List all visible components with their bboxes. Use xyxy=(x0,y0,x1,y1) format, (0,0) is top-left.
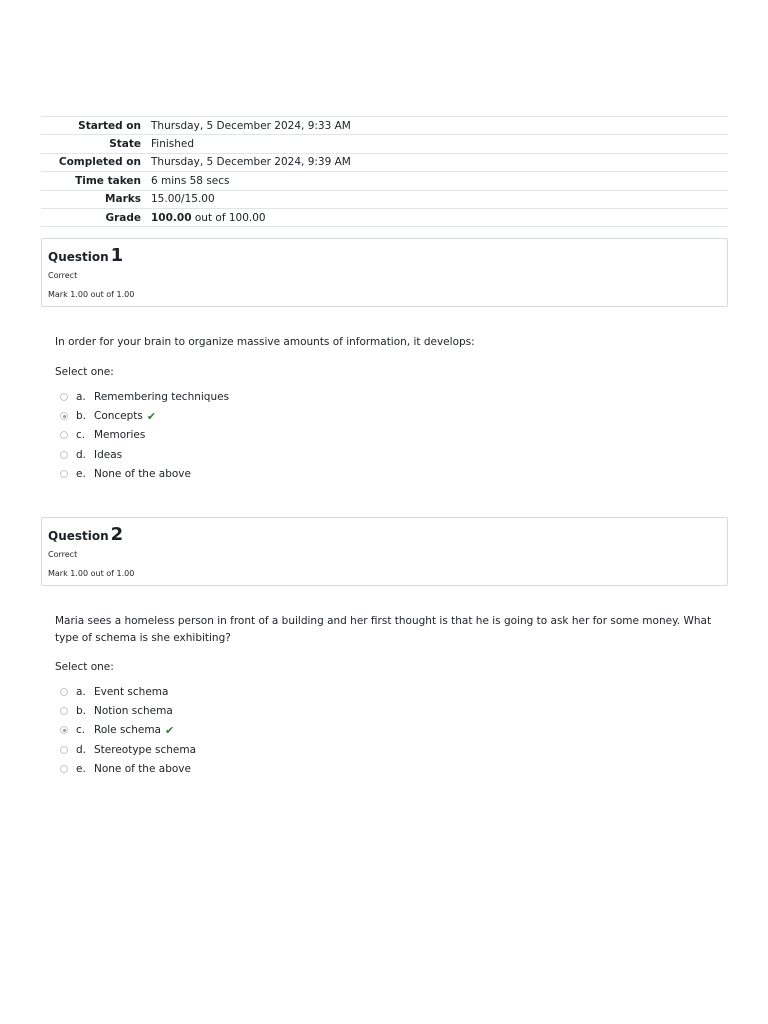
option-letter: a. xyxy=(76,390,86,403)
question-state: Correct xyxy=(48,271,78,280)
summary-label: Grade xyxy=(105,211,141,224)
summary-value: Thursday, 5 December 2024, 9:39 AM xyxy=(151,156,351,169)
option-letter: c. xyxy=(76,724,86,737)
question-label: Question xyxy=(48,250,109,264)
radio-button[interactable] xyxy=(60,765,68,773)
answer-option[interactable] xyxy=(60,701,196,720)
summary-row-marks xyxy=(41,190,728,208)
answer-option[interactable] xyxy=(60,406,229,425)
option-text: None of the above xyxy=(94,763,191,776)
answer-option[interactable] xyxy=(60,426,229,445)
option-text: Event schema xyxy=(94,685,169,698)
summary-value: 6 mins 58 secs xyxy=(151,174,230,187)
radio-button[interactable] xyxy=(60,688,68,696)
radio-button[interactable] xyxy=(60,431,68,439)
summary-value: Thursday, 5 December 2024, 9:33 AM xyxy=(151,119,351,132)
summary-label: State xyxy=(109,138,141,151)
radio-button-selected[interactable] xyxy=(60,412,68,420)
option-text: Concepts xyxy=(94,410,143,423)
answer-option[interactable] xyxy=(60,387,229,406)
summary-row-completed xyxy=(41,153,728,171)
question-info-2 xyxy=(41,517,728,586)
option-text: None of the above xyxy=(94,468,191,481)
option-letter: e. xyxy=(76,763,86,776)
summary-label: Marks xyxy=(105,193,141,206)
summary-value: 15.00/15.00 xyxy=(151,193,215,206)
option-letter: c. xyxy=(76,429,86,442)
option-letter: b. xyxy=(76,410,87,423)
summary-row-state xyxy=(41,135,728,153)
option-text: Remembering techniques xyxy=(94,390,230,403)
check-icon: ✔ xyxy=(164,723,175,737)
radio-button[interactable] xyxy=(60,746,68,754)
answer-option[interactable] xyxy=(60,445,229,464)
question-text-2: Maria sees a homeless person in front of a building and her first thought is that he is going to ask her for some money. What type of schema is she exhibiting? xyxy=(55,615,712,644)
answer-option[interactable] xyxy=(60,740,196,759)
option-text: Role schema xyxy=(94,724,161,737)
question-state: Correct xyxy=(48,550,78,559)
radio-button[interactable] xyxy=(60,393,68,401)
summary-label: Started on xyxy=(78,119,141,132)
answer-option[interactable] xyxy=(60,721,196,740)
question-number xyxy=(48,524,123,545)
question-label: Question xyxy=(48,529,109,543)
answer-options-1 xyxy=(60,387,229,484)
option-text: Ideas xyxy=(94,448,123,461)
grade-out-of: out of 100.00 xyxy=(191,211,266,224)
radio-button-selected[interactable] xyxy=(60,726,68,734)
radio-button[interactable] xyxy=(60,470,68,478)
question-info-1 xyxy=(41,238,728,307)
summary-value: Finished xyxy=(151,138,195,151)
question-number-value: 2 xyxy=(110,524,124,545)
question-number xyxy=(48,245,123,266)
answer-option[interactable] xyxy=(60,465,229,484)
grade-score: 100.00 xyxy=(151,211,192,224)
option-letter: d. xyxy=(76,448,87,461)
question-text-1: In order for your brain to organize massive amounts of information, it develops: xyxy=(55,336,475,348)
answer-option[interactable] xyxy=(60,682,196,701)
option-text: Stereotype schema xyxy=(94,743,197,756)
check-icon: ✔ xyxy=(146,409,157,423)
summary-row-started xyxy=(41,117,728,135)
option-letter: a. xyxy=(76,685,86,698)
option-letter: e. xyxy=(76,468,86,481)
summary-row-time-taken xyxy=(41,172,728,190)
summary-label: Completed on xyxy=(58,156,141,169)
question-number-value: 1 xyxy=(110,245,124,266)
answer-option[interactable] xyxy=(60,760,196,779)
question-grade: Mark 1.00 out of 1.00 xyxy=(48,290,135,299)
option-letter: b. xyxy=(76,705,87,718)
summary-row-grade xyxy=(41,208,728,226)
answer-options-2 xyxy=(60,682,196,779)
option-text: Notion schema xyxy=(94,705,173,718)
select-one-prompt: Select one: xyxy=(55,661,114,673)
summary-value xyxy=(151,208,728,226)
select-one-prompt: Select one: xyxy=(55,366,114,378)
attempt-summary-table xyxy=(41,116,728,227)
option-text: Memories xyxy=(94,429,146,442)
question-grade: Mark 1.00 out of 1.00 xyxy=(48,569,135,578)
radio-button[interactable] xyxy=(60,451,68,459)
radio-button[interactable] xyxy=(60,707,68,715)
summary-label: Time taken xyxy=(75,174,141,187)
option-letter: d. xyxy=(76,743,87,756)
